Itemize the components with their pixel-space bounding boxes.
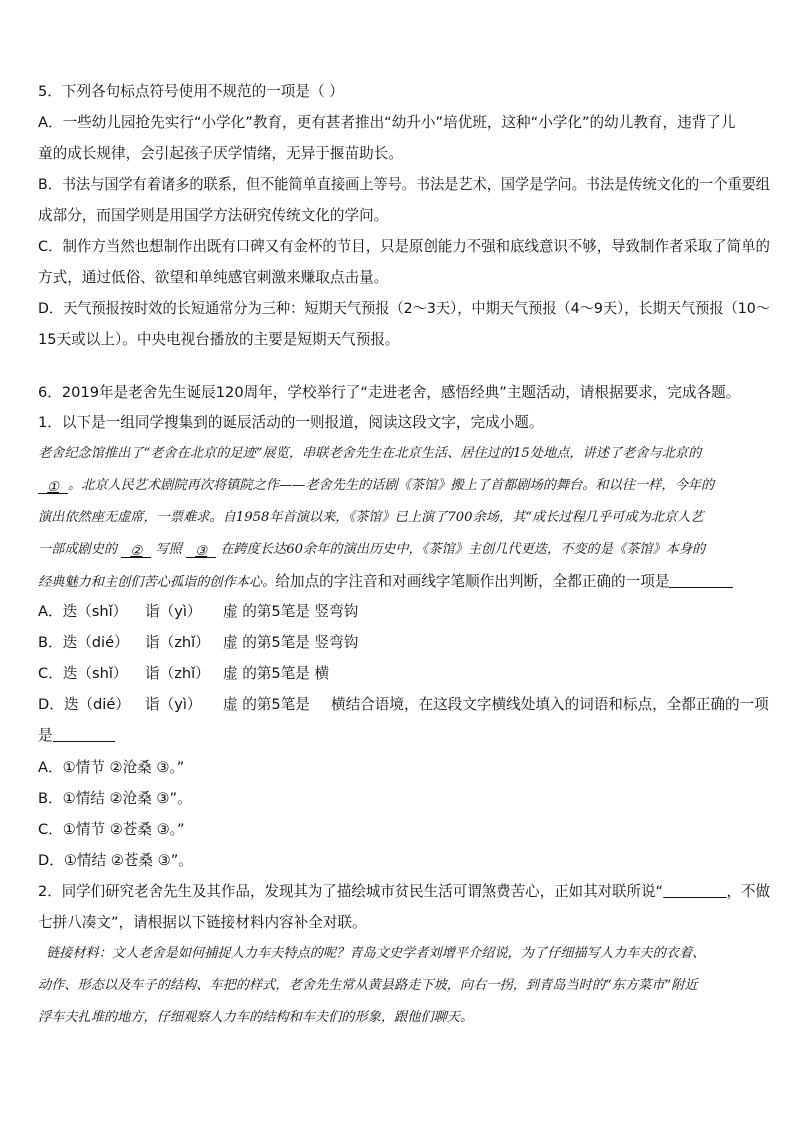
sub1-second-question-end (38, 726, 115, 746)
sub2-text-a: 2．同学们研究老舍先生及其作品，发现其为了描绘城市贫民生活可谓煞费苦心，正如其对联所说“ (38, 883, 664, 900)
answer-blank-1 (669, 572, 733, 588)
q5-option-c-line2: 方式，通过低俗、欲望和单纯感官刺激来赚取点击量。 (38, 269, 389, 286)
report-line3: 演出依然座无虚席，一票难求。自1958年首演以来，《茶馆》已上演了700余场，其“成长过程几乎可成为北京人艺 (38, 510, 704, 525)
opt1-b-col3: 虚 的第5笔是 竖弯钩 (223, 634, 359, 651)
opt1-a-col3: 虚 的第5笔是 竖弯钩 (223, 603, 359, 620)
report-line4-b: 写照 (155, 542, 182, 557)
answer-blank-2 (53, 726, 115, 742)
is-label: 是 (38, 727, 53, 744)
couplet-blank (663, 882, 727, 898)
opt1-b-col2: 诣（zhǐ） (145, 634, 210, 651)
sub2-text-b: ，不做 (726, 883, 770, 900)
blank-3: ③ (186, 542, 216, 558)
q5-stem: 5．下列各句标点符号使用不规范的一项是（ ） (38, 83, 344, 100)
opt2-b: B．①情结 ②沧桑 ③”。 (38, 790, 192, 807)
q5-option-b-line2: 成部分，而国学则是用国学方法研究传统文化的学问。 (38, 207, 389, 224)
opt2-d: D．①情结 ②苍桑 ③”。 (38, 852, 193, 869)
blank-1: ① (38, 478, 68, 494)
opt1-c-col3: 虚 的第5笔是 横 (223, 665, 330, 682)
opt1-c-col2: 诣（zhǐ） (145, 665, 210, 682)
report-line1: 老舍纪念馆推出了“老舍在北京的足迹”展览，串联老舍先生在北京生活、居住过的15处地点，讲述了老舍与北京的 (38, 446, 702, 461)
opt1-b-col1: B．迭（dié） (38, 634, 129, 651)
q6-sub1-stem: 1．以下是一组同学搜集到的诞辰活动的一则报道，阅读这段文字，完成小题。 (38, 414, 544, 431)
q5-option-a-line2: 童的成长规律，会引起孩子厌学情绪，无异于揠苗助长。 (38, 145, 403, 162)
report-line2 (38, 476, 714, 496)
blank-2: ② (121, 542, 151, 558)
opt1-c-col1: C．迭（shǐ） (38, 665, 128, 682)
opt1-a-col2: 诣（yì） (145, 603, 202, 620)
report-line4-c: 在跨度长达60余年的演出历史中，《茶馆》主创几代更迭，不变的是《茶馆》本身的 (220, 542, 706, 557)
q5-option-a-line1: A．一些幼儿园抢先实行“小学化”教育，更有甚者推出“幼升小”培优班，这种“小学化”的幼儿教育，违背了儿 (38, 114, 736, 131)
link-material-line1: 链接材料：文人老舍是如何捕捉人力车夫特点的呢？青岛文史学者刘增平介绍说，为了仔细描写人力车夫的衣着、 (46, 946, 706, 961)
q5-option-d-line2: 15天或以上）。中央电视台播放的主要是短期天气预报。 (38, 331, 400, 348)
report-line5 (38, 572, 733, 593)
link-material-line2: 动作、形态以及车子的结构、车把的样式，老舍先生常从黄县路走下坡，向右一拐，到青岛当时的“东方菜市”附近 (38, 978, 698, 993)
q6-stem: 6．2019年是老舍先生诞辰120周年，学校举行了“走进老舍，感悟经典”主题活动，请根据要求，完成各题。 (38, 384, 741, 401)
sub1-second-question: 横结合语境，在这段文字横线处填入的词语和标点，全都正确的一项 (331, 696, 769, 713)
opt1-d-col3: 虚 的第5笔是 (223, 696, 310, 713)
sub1-question: 给加点的字注音和对画线字笔顺作出判断，全都正确的一项是 (275, 573, 670, 590)
opt1-d-col1: D．迭（dié） (38, 696, 130, 713)
sub2-line1 (38, 882, 770, 902)
opt1-a-col1: A．迭（shǐ） (38, 603, 128, 620)
report-line5-a: 经典魅力和主创们苦心孤诣的创作本心。 (38, 575, 276, 590)
opt2-a: A．①情节 ②沧桑 ③。” (38, 759, 185, 776)
report-line2-text: 。北京人民艺术剧院再次将镇院之作——老舍先生的话剧《茶馆》搬上了首都剧场的舞台。和以往一样，今年的 (68, 478, 715, 493)
sub2-line2: 七拼八凑文”，请根据以下链接材料内容补全对联。 (38, 914, 367, 931)
report-line4-a: 一部成剧史的 (38, 542, 118, 557)
q5-option-c-line1: C．制作方当然也想制作出既有口碑又有金杯的节目，只是原创能力不强和底线意识不够，导致制作者采取了简单的 (38, 238, 770, 255)
report-line4 (38, 540, 705, 560)
q5-option-b-line1: B．书法与国学有着诸多的联系，但不能简单直接画上等号。书法是艺术，国学是学问。书法是传统文化的一个重要组 (38, 176, 770, 193)
opt1-d-col2: 诣（yì） (145, 696, 202, 713)
link-material-line3: 浮车夫扎堆的地方，仔细观察人力车的结构和车夫们的形象，跟他们聊天。 (38, 1010, 474, 1025)
q5-option-d-line1: D．天气预报按时效的长短通常分为三种：短期天气预报（2～3天），中期天气预报（4～9天），长期天气预报（10～ (38, 300, 771, 317)
opt2-c: C．①情节 ②苍桑 ③。” (38, 821, 185, 838)
